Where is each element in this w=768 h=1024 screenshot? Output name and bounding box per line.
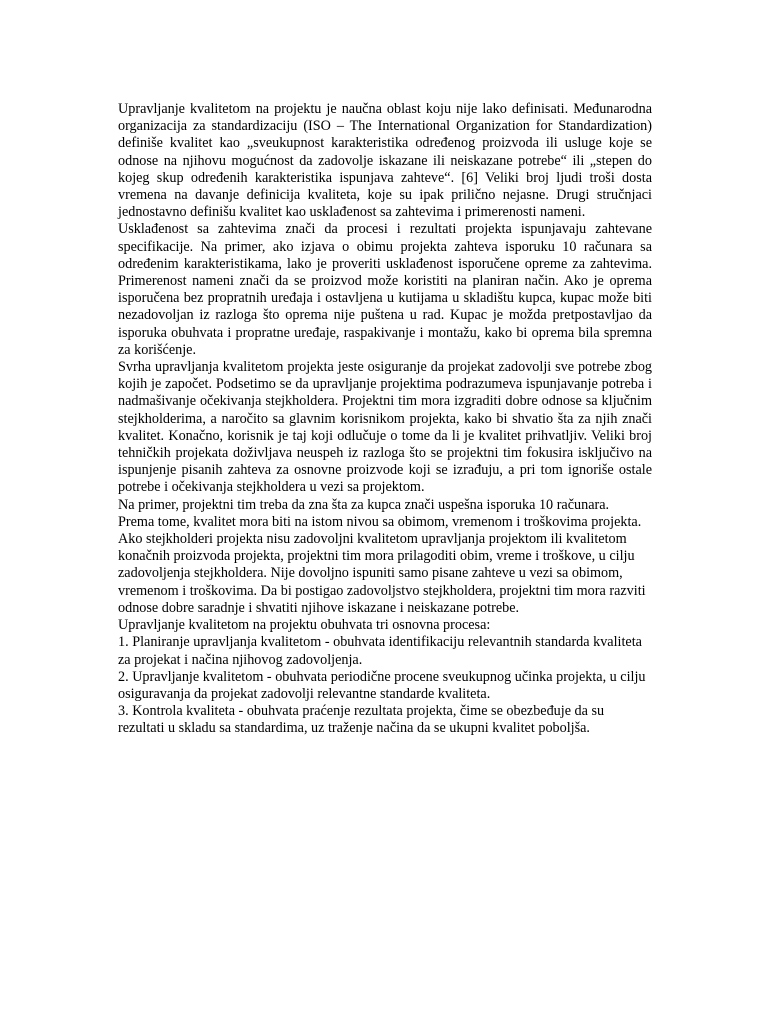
paragraph-purpose: Svrha upravljanja kvalitetom projekta jeste osiguranje da projekat zadovolji sve potrebe zbog kojih je započet. Podsetimo se da upravljanje projektima podrazumeva ispunjavanje potreba i nadmašivanje očekivanja stejkholdera. Projektni tim mora izgraditi dobre odnose sa ključnim stejkholderima, a naročito sa glavnim korisnikom projekta, kako bi shvatio šta za njih znači kvalitet. Konačno, korisnik je taj koji odlučuje o tome da li je kvalitet prihvatljiv. Veliki broj tehničkih projekata doživljava neuspeh iz razloga što se projektni tim fokusira isključivo na ispunjenje pisanih zahteva za osnovne proizvode koji se izrađuju, a pri tom ignoriše ostale potrebe i očekivanja stejkholdera u vezi sa projektom. — [118, 359, 652, 496]
document-body — [118, 101, 652, 738]
paragraph-scope-time-cost: Prema tome, kvalitet mora biti na istom nivou sa obimom, vremenom i troškovima projekta. Ako stejkholderi projekta nisu zadovoljni kvalitetom upravljanja projektom ili kvalitetom konačnih proizvoda projekta, projektni tim mora prilagoditi obim, vreme i troškove, u cilju zadovoljenja stejkholdera. Nije dovoljno ispuniti samo pisane zahteve u vezi sa obimom, vremenom i troškovima. Da bi postigao zadovoljstvo stejkholdera, projektni tim mora razviti odnose dobre saradnje i shvatiti njihove iskazane i neiskazane potrebe. — [118, 513, 646, 616]
paragraph-quality-definition: Upravljanje kvalitetom na projektu je naučna oblast koju nije lako definisati. Međunarodna organizacija za standardizaciju (ISO – The International Organization for Standardization) definiše kvalitet kao „sveukupnost karakteristika određenog proizvoda ili usluge koje se odnose na njihovu mogućnost da zadovolje iskazane ili neiskazane potrebe“ ili „stepen do kojeg skup određenih karakteristika ispunjava zahteve“. [6] Veliki broj ljudi troši dosta vremena na davanje definicija kvaliteta, koje su ipak prilično nejasne. Drugi stručnjaci jednostavno definišu kvalitet kao usklađenost sa zahtevima i primerenosti nameni. — [118, 101, 652, 221]
list-item-control: 3. Kontrola kvaliteta - obuhvata praćenje rezultata projekta, čime se obezbeđuje da su rezultati u skladu sa standardima, uz traženje načina da se ukupni kvalitet poboljša. — [118, 703, 605, 737]
paragraph-example: Na primer, projektni tim treba da zna šta za kupca znači uspešna isporuka 10 računara. — [118, 496, 610, 513]
paragraph-processes-intro: Upravljanje kvalitetom na projektu obuhvata tri osnovna procesa: — [118, 617, 491, 634]
paragraph-conformance-fitness: Usklađenost sa zahtevima znači da procesi i rezultati projekta ispunjavaju zahtevane specifikacije. Na primer, ako izjava o obimu projekta zahteva isporuku 10 računara sa određenim karakteristikama, lako je proveriti usklađenost isporučene opreme za zahtevima. Primerenost nameni znači da se proizvod može koristiti na planiran način. Ako je oprema isporučena bez propratnih uređaja i ostavljena u kutijama u skladištu kupca, kupac može biti nezadovoljan iz razloga što oprema nije puštena u rad. Kupac je možda pretpostavljao da isporuka obuhvata i propratne uređaje, raspakivanje i montažu, kako bi oprema bila spremna za korišćenje. — [118, 221, 652, 358]
list-item-planning: 1. Planiranje upravljanja kvalitetom - obuhvata identifikaciju relevantnih standarda kvaliteta za projekat i načina njihovog zadovoljenja. — [118, 634, 642, 668]
list-item-managing: 2. Upravljanje kvalitetom - obuhvata periodične procene sveukupnog učinka projekta, u cilju osiguravanja da projekat zadovolji relevantne standarde kvaliteta. — [118, 668, 646, 702]
